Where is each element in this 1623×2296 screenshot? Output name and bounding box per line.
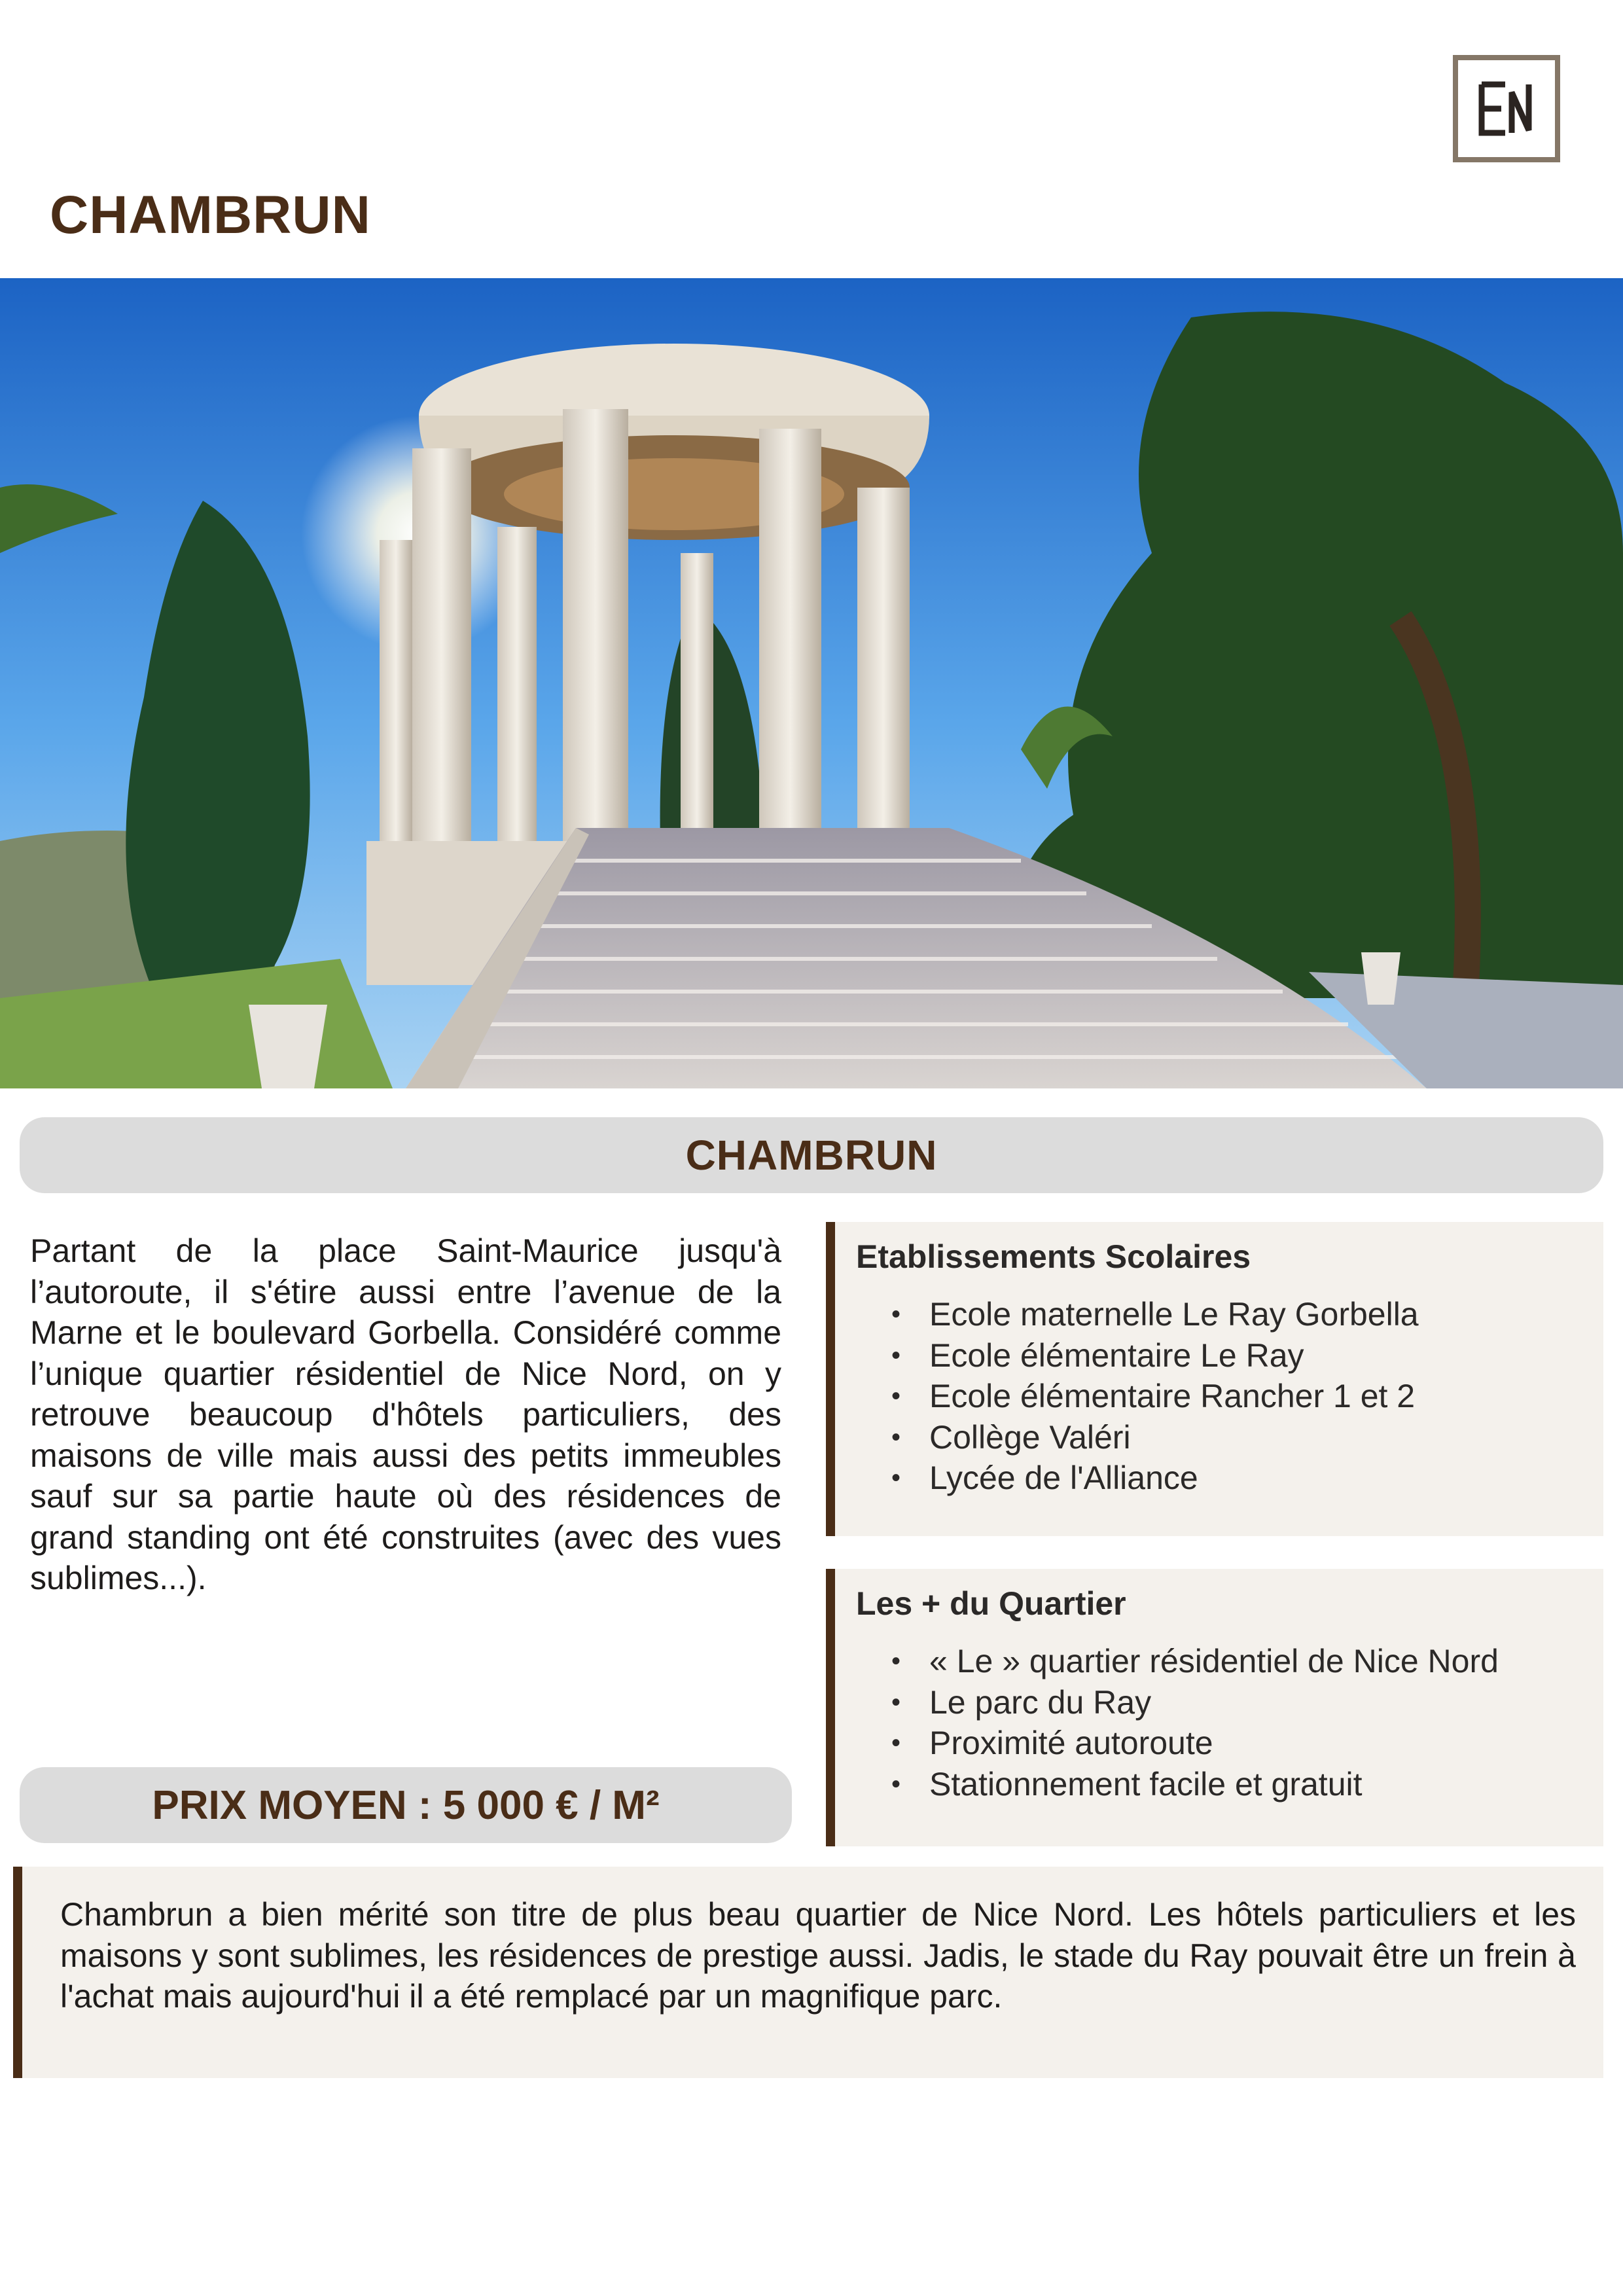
- list-item: • « Le » quartier résidentiel de Nice Nord: [856, 1641, 1603, 1682]
- schools-title: Etablissements Scolaires: [856, 1238, 1251, 1275]
- assets-title: Les + du Quartier: [856, 1585, 1126, 1622]
- list-item: • Ecole élémentaire Le Ray: [856, 1335, 1603, 1376]
- average-price-label: PRIX MOYEN : 5 000 € / M²: [152, 1782, 660, 1828]
- list-item: • Stationnement facile et gratuit: [856, 1764, 1603, 1805]
- brand-logo: [1453, 55, 1560, 162]
- schools-panel: [826, 1222, 1603, 1536]
- list-item: • Ecole élémentaire Rancher 1 et 2: [856, 1376, 1603, 1417]
- conclusion-panel: [13, 1867, 1603, 2078]
- list-item: • Proximité autoroute: [856, 1723, 1603, 1764]
- average-price-bar: [20, 1767, 792, 1843]
- list-item: • Collège Valéri: [856, 1417, 1603, 1458]
- page-title: CHAMBRUN: [50, 185, 371, 245]
- intro-paragraph: Partant de la place Saint-Maurice jusqu'à l’autoroute, il s'étire aussi entre l’avenue de la Marne et le boulevard Gorbella. Considéré comme l’unique quartier résidentiel de Nice Nord, on y retrouve beaucoup d'hôtels particuliers, des maisons de ville mais aussi des petits immeubles sauf sur sa partie haute où des résidences de grand standing ont été construites (avec des vues sublimes...).: [30, 1232, 781, 1596]
- hero-photo: [0, 278, 1623, 1088]
- list-item: • Lycée de l'Alliance: [856, 1458, 1603, 1499]
- section-title: CHAMBRUN: [685, 1132, 938, 1179]
- logo-en-monogram: [1474, 79, 1539, 138]
- schools-list: [856, 1294, 1603, 1499]
- list-item: • Ecole maternelle Le Ray Gorbella: [856, 1294, 1603, 1335]
- section-title-bar: [20, 1117, 1603, 1193]
- conclusion-paragraph: Chambrun a bien mérité son titre de plus beau quartier de Nice Nord. Les hôtels particuliers et les maisons y sont sublimes, les résidences de prestige aussi. Jadis, le stade du Ray pouvait être un frein à l'achat mais aujourd'hui il a été remplacé par un magnifique parc.: [60, 1896, 1576, 2015]
- assets-list: [856, 1641, 1603, 1804]
- neighborhood-assets-panel: [826, 1569, 1603, 1846]
- list-item: • Le parc du Ray: [856, 1682, 1603, 1723]
